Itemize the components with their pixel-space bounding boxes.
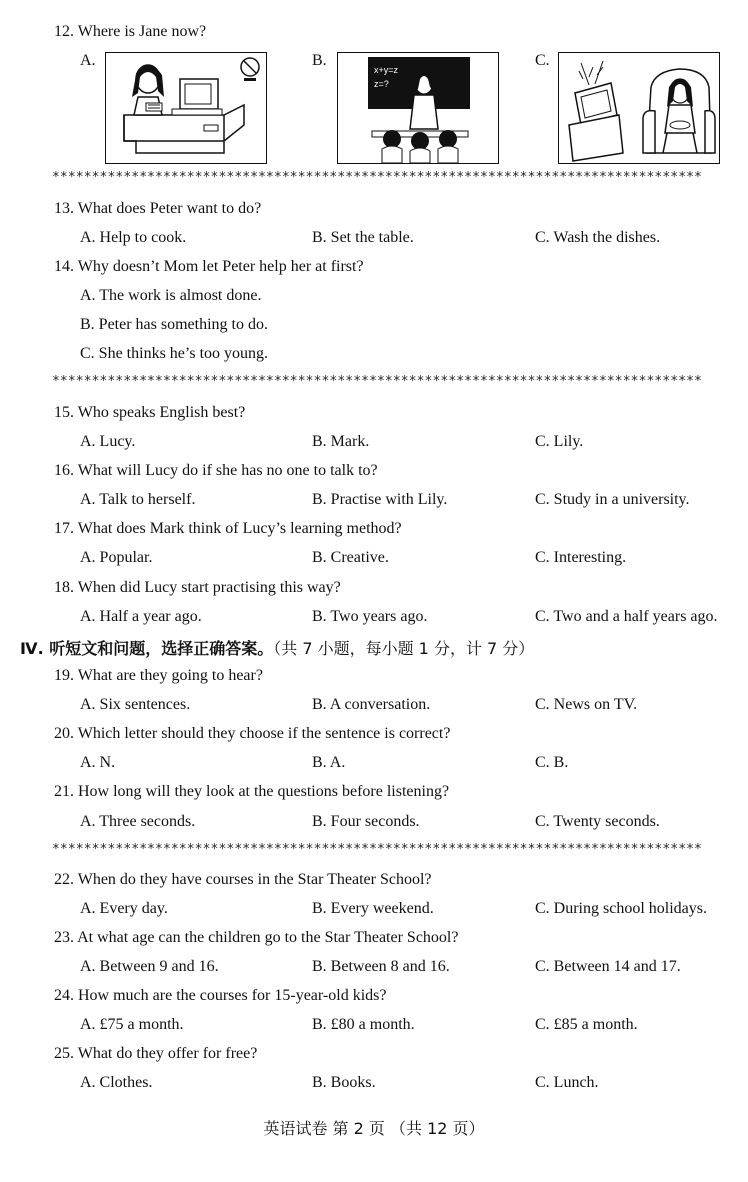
question-24: 24. How much are the courses for 15-year-old kids? xyxy=(54,987,387,1004)
option-24a: A. £75 a month. xyxy=(80,1016,184,1033)
option-23a: A. Between 9 and 16. xyxy=(80,958,219,975)
question-19: 19. What are they going to hear? xyxy=(54,667,263,684)
picture-classroom xyxy=(337,52,499,164)
option-21b: B. Four seconds. xyxy=(312,813,420,830)
option-16a: A. Talk to herself. xyxy=(80,491,196,508)
option-22b: B. Every weekend. xyxy=(312,900,434,917)
separator-stars-2: ********************************************************************************** xyxy=(52,374,702,389)
living-room-illustration xyxy=(559,53,719,163)
question-17: 17. What does Mark think of Lucy’s learning method? xyxy=(54,520,402,537)
option-12a-label: A. xyxy=(80,52,96,69)
section-heading xyxy=(20,636,534,659)
option-18c: C. Two and a half years ago. xyxy=(535,608,718,625)
question-20: 20. Which letter should they choose if the sentence is correct? xyxy=(54,725,451,742)
separator-stars-3: ********************************************************************************** xyxy=(52,842,702,857)
question-14: 14. Why doesn’t Mom let Peter help her at first? xyxy=(54,258,364,275)
option-15c: C. Lily. xyxy=(535,433,584,450)
blackboard-line-2: z=? xyxy=(374,79,389,89)
question-13: 13. What does Peter want to do? xyxy=(54,200,262,217)
question-22: 22. When do they have courses in the Star Theater School? xyxy=(54,871,432,888)
option-19c: C. News on TV. xyxy=(535,696,638,713)
question-21: 21. How long will they look at the questions before listening? xyxy=(54,783,450,800)
option-20c: C. B. xyxy=(535,754,569,771)
option-17c: C. Interesting. xyxy=(535,549,627,566)
question-23: 23. At what age can the children go to the Star Theater School? xyxy=(54,929,459,946)
picture-living-room xyxy=(558,52,720,164)
option-23b: B. Between 8 and 16. xyxy=(312,958,450,975)
option-22a: A. Every day. xyxy=(80,900,168,917)
blackboard-line-1: x+y=z xyxy=(374,65,399,75)
option-16b: B. Practise with Lily. xyxy=(312,491,448,508)
option-20a: A. N. xyxy=(80,754,116,771)
option-12b-label: B. xyxy=(312,52,327,69)
office-illustration xyxy=(106,53,266,163)
option-19a: A. Six sentences. xyxy=(80,696,191,713)
option-24c: C. £85 a month. xyxy=(535,1016,638,1033)
option-20b: B. A. xyxy=(312,754,346,771)
option-16c: C. Study in a university. xyxy=(535,491,690,508)
option-18b: B. Two years ago. xyxy=(312,608,428,625)
classroom-illustration xyxy=(338,53,498,163)
picture-office xyxy=(105,52,267,164)
question-25: 25. What do they offer for free? xyxy=(54,1045,258,1062)
question-12: 12. Where is Jane now? xyxy=(54,23,207,40)
option-23c: C. Between 14 and 17. xyxy=(535,958,681,975)
option-25c: C. Lunch. xyxy=(535,1074,599,1091)
option-25b: B. Books. xyxy=(312,1074,376,1091)
option-25a: A. Clothes. xyxy=(80,1074,153,1091)
option-14c: C. She thinks he’s too young. xyxy=(80,345,269,362)
option-21a: A. Three seconds. xyxy=(80,813,196,830)
page-footer: 英语试卷 第 2 页 （共 12 页） xyxy=(263,1119,485,1138)
option-17b: B. Creative. xyxy=(312,549,389,566)
section-note: （共 7 小题，每小题 1 分，计 7 分） xyxy=(273,639,535,658)
option-15a: A. Lucy. xyxy=(80,433,136,450)
option-13b: B. Set the table. xyxy=(312,229,414,246)
option-19b: B. A conversation. xyxy=(312,696,431,713)
question-15: 15. Who speaks English best? xyxy=(54,404,246,421)
option-12c-label: C. xyxy=(535,52,550,69)
section-title: Ⅳ. 听短文和问题，选择正确答案。 xyxy=(20,639,274,658)
option-13a: A. Help to cook. xyxy=(80,229,187,246)
option-15b: B. Mark. xyxy=(312,433,370,450)
option-13c: C. Wash the dishes. xyxy=(535,229,661,246)
option-22c: C. During school holidays. xyxy=(535,900,707,917)
option-17a: A. Popular. xyxy=(80,549,153,566)
question-18: 18. When did Lucy start practising this way? xyxy=(54,579,341,596)
option-14a: A. The work is almost done. xyxy=(80,287,262,304)
option-24b: B. £80 a month. xyxy=(312,1016,415,1033)
option-14b: B. Peter has something to do. xyxy=(80,316,268,333)
option-18a: A. Half a year ago. xyxy=(80,608,202,625)
question-16: 16. What will Lucy do if she has no one to talk to? xyxy=(54,462,378,479)
option-21c: C. Twenty seconds. xyxy=(535,813,660,830)
separator-stars-1: ********************************************************************************** xyxy=(52,170,702,185)
